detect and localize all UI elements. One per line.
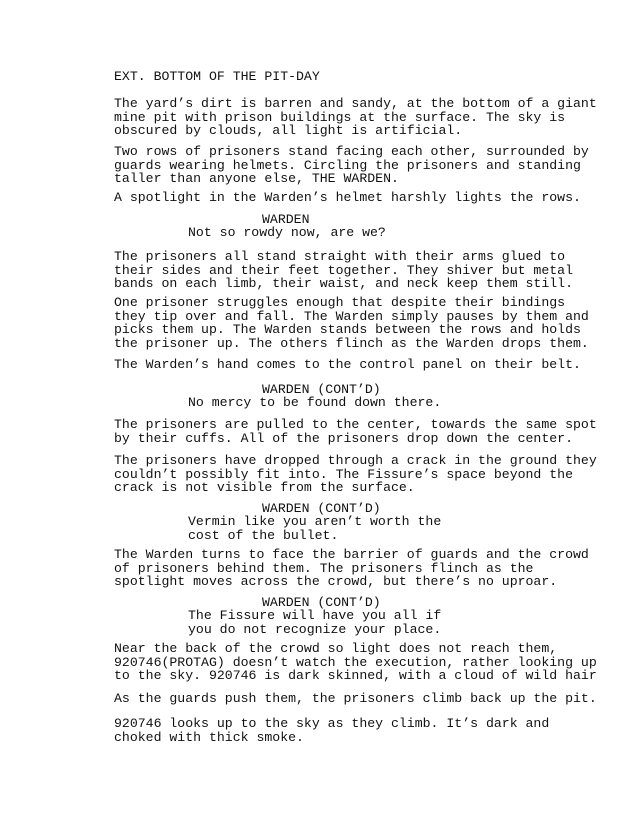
character-cue: WARDEN (CONT’D) [262, 595, 381, 610]
action-paragraph: The yard’s dirt is barren and sandy, at the bottom of a giant mine pit with prison buildings at the surface. The sky is obscured by clouds, all light is artificial. [114, 96, 597, 139]
character-cue: WARDEN (CONT’D) [262, 501, 381, 516]
action-paragraph: The Warden’s hand comes to the control panel on their belt. [114, 357, 581, 372]
action-paragraph: The prisoners have dropped through a crack in the ground they couldn’t possibly fit into. The Fissure’s space beyond the crack is not visible from the surface. [114, 453, 597, 496]
scene-heading: EXT. BOTTOM OF THE PIT-DAY [114, 69, 320, 84]
dialogue: Not so rowdy now, are we? [188, 225, 386, 240]
dialogue: No mercy to be found down there. [188, 395, 442, 410]
dialogue: The Fissure will have you all if you do not recognize your place. [188, 608, 442, 637]
action-paragraph: One prisoner struggles enough that despite their bindings they tip over and fall. The Warden simply pauses by them and picks them up. The Warden stands between the rows and holds the prisoner up. The others flinch as the Warden drops them. [114, 295, 589, 351]
action-paragraph: The Warden turns to face the barrier of guards and the crowd of prisoners behind them. The prisoners flinch as the spotlight moves across the crowd, but there’s no uproar. [114, 547, 589, 590]
action-paragraph: 920746 looks up to the sky as they climb. It’s dark and choked with thick smoke. [114, 716, 550, 745]
action-paragraph: A spotlight in the Warden’s helmet harshly lights the rows. [114, 190, 581, 205]
character-cue: WARDEN [262, 212, 310, 227]
action-paragraph: The prisoners all stand straight with their arms glued to their sides and their feet together. They shiver but metal bands on each limb, their waist, and neck keep them still. [114, 249, 573, 292]
action-paragraph: As the guards push them, the prisoners climb back up the pit. [114, 691, 597, 706]
dialogue: Vermin like you aren’t worth the cost of the bullet. [188, 514, 442, 543]
action-paragraph: The prisoners are pulled to the center, towards the same spot by their cuffs. All of the prisoners drop down the center. [114, 417, 597, 446]
action-paragraph: Two rows of prisoners stand facing each other, surrounded by guards wearing helmets. Circling the prisoners and standing taller than anyone else, THE WARDEN. [114, 144, 589, 187]
character-cue: WARDEN (CONT’D) [262, 382, 381, 397]
action-paragraph: Near the back of the crowd so light does not reach them, 920746(PROTAG) doesn’t watch the execution, rather looking up to the sky. 920746 is dark skinned, with a cloud of wild hair [114, 641, 597, 684]
